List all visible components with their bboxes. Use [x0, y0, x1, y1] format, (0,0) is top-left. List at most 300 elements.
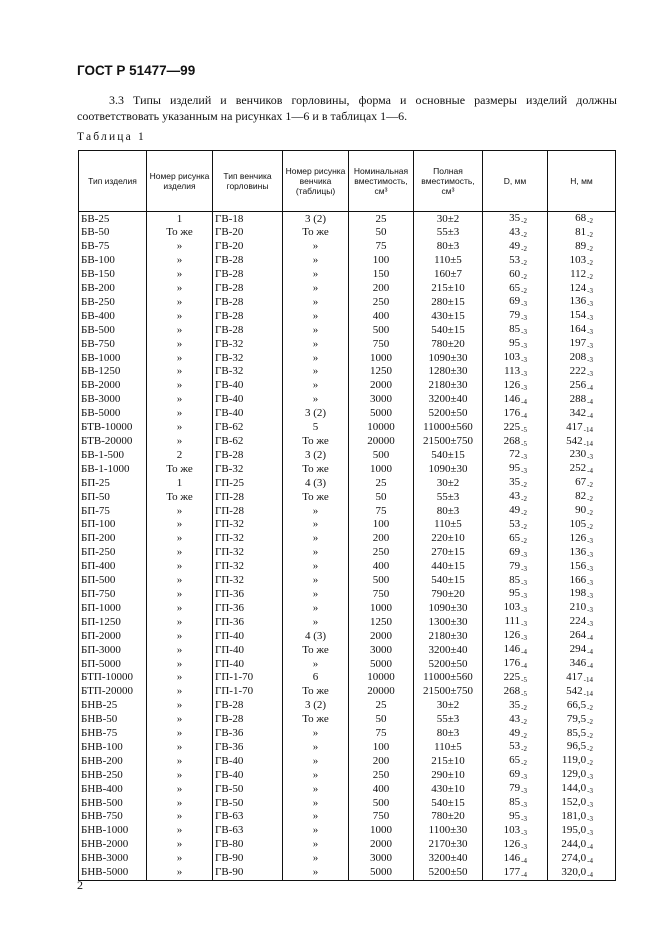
table-row — [79, 601, 616, 615]
cell-full-capacity: 110±5 — [414, 518, 483, 532]
cell-full-capacity: 3200±40 — [414, 852, 483, 866]
cell-d-tolerance: -3 — [521, 550, 527, 559]
cell-figure: » — [147, 629, 213, 643]
cell-h-value: 119,0 — [561, 754, 587, 767]
cell-h-value: 154 — [569, 309, 587, 322]
cell-full-capacity: 21500±750 — [414, 435, 483, 449]
table-row — [79, 254, 616, 268]
cell-neck-table: » — [283, 657, 349, 671]
cell-d-tolerance: -2 — [521, 258, 527, 267]
cell-d-tolerance: -5 — [521, 439, 527, 448]
cell-type: БТП-10000 — [79, 671, 147, 685]
cell-d — [483, 518, 548, 532]
cell-neck: ГП-36 — [213, 615, 283, 629]
cell-type: БВ-25 — [79, 212, 147, 226]
intro-line-1: 3.3 Типы изделий и венчиков горловины, форма и основные размеры изделий должны — [109, 93, 617, 107]
cell-figure: То же — [147, 490, 213, 504]
cell-capacity: 1000 — [349, 824, 414, 838]
cell-h-tolerance: -3 — [587, 453, 593, 462]
cell-figure: » — [147, 407, 213, 421]
cell-h — [548, 615, 616, 629]
cell-d-tolerance: -3 — [521, 342, 527, 351]
cell-d — [483, 282, 548, 296]
cell-full-capacity: 11000±560 — [414, 421, 483, 435]
cell-d-value: 85 — [509, 323, 521, 336]
cell-figure: » — [147, 421, 213, 435]
table-row — [79, 643, 616, 657]
cell-capacity: 200 — [349, 754, 414, 768]
cell-d — [483, 657, 548, 671]
cell-h-value: 542 — [566, 434, 583, 447]
cell-neck-table: То же — [283, 713, 349, 727]
table-row — [79, 629, 616, 643]
cell-capacity: 1000 — [349, 351, 414, 365]
cell-capacity: 100 — [349, 518, 414, 532]
cell-type: БВ-50 — [79, 226, 147, 240]
cell-neck-table: » — [283, 365, 349, 379]
cell-capacity: 100 — [349, 740, 414, 754]
cell-h — [548, 504, 616, 518]
table-header-row — [79, 151, 616, 212]
cell-neck: ГП-32 — [213, 518, 283, 532]
table-row — [79, 435, 616, 449]
cell-capacity: 400 — [349, 560, 414, 574]
document-title: ГОСТ Р 51477—99 — [77, 63, 196, 78]
cell-neck-table: » — [283, 546, 349, 560]
cell-capacity: 5000 — [349, 407, 414, 421]
cell-neck: ГП-40 — [213, 629, 283, 643]
cell-h-value: 90 — [575, 504, 587, 517]
cell-neck-table: » — [283, 282, 349, 296]
cell-h-value: 224 — [569, 615, 587, 628]
cell-d-tolerance: -3 — [521, 801, 527, 810]
cell-d-tolerance: -3 — [521, 383, 527, 392]
cell-neck: ГВ-32 — [213, 365, 283, 379]
cell-h-value: 320,0 — [561, 865, 587, 878]
cell-h — [548, 685, 616, 699]
cell-d-tolerance: -3 — [521, 842, 527, 851]
cell-h — [548, 532, 616, 546]
cell-h-tolerance: -2 — [587, 272, 593, 281]
cell-neck-table: » — [283, 323, 349, 337]
cell-d-tolerance: -3 — [521, 787, 527, 796]
cell-h-value: 181,0 — [561, 809, 587, 822]
cell-h — [548, 490, 616, 504]
cell-d — [483, 476, 548, 490]
cell-d-value: 72 — [509, 448, 521, 461]
cell-d-value: 103 — [503, 351, 521, 364]
cell-figure: » — [147, 671, 213, 685]
cell-h-tolerance: -3 — [587, 620, 593, 629]
table-row — [79, 379, 616, 393]
cell-neck: ГВ-90 — [213, 866, 283, 880]
cell-full-capacity: 5200±50 — [414, 657, 483, 671]
cell-capacity: 5000 — [349, 866, 414, 880]
cell-type: БВ-500 — [79, 323, 147, 337]
cell-d-tolerance: -3 — [521, 620, 527, 629]
cell-h-tolerance: -3 — [587, 550, 593, 559]
cell-h-value: 195,0 — [561, 823, 587, 836]
cell-h — [548, 407, 616, 421]
cell-d-value: 65 — [509, 531, 521, 544]
cell-figure: » — [147, 796, 213, 810]
cell-type: БВ-750 — [79, 337, 147, 351]
cell-figure: » — [147, 560, 213, 574]
cell-h-tolerance: -3 — [587, 592, 593, 601]
cell-full-capacity: 21500±750 — [414, 685, 483, 699]
cell-h-tolerance: -4 — [587, 397, 593, 406]
cell-full-capacity: 30±2 — [414, 212, 483, 226]
cell-full-capacity: 80±3 — [414, 727, 483, 741]
cell-d-value: 126 — [503, 378, 521, 391]
cell-d — [483, 671, 548, 685]
cell-h-tolerance: -3 — [587, 828, 593, 837]
cell-d-tolerance: -3 — [521, 453, 527, 462]
table-row — [79, 407, 616, 421]
cell-capacity: 20000 — [349, 685, 414, 699]
cell-d-value: 85 — [509, 573, 521, 586]
cell-figure: » — [147, 699, 213, 713]
cell-h — [548, 657, 616, 671]
cell-full-capacity: 780±20 — [414, 337, 483, 351]
cell-h-tolerance: -2 — [587, 217, 593, 225]
cell-h-value: 252 — [569, 462, 587, 475]
cell-h — [548, 546, 616, 560]
table-row — [79, 796, 616, 810]
cell-type: БВ-5000 — [79, 407, 147, 421]
cell-h — [548, 560, 616, 574]
cell-d-tolerance: -4 — [521, 870, 527, 879]
cell-neck-table: » — [283, 309, 349, 323]
cell-h-tolerance: -3 — [587, 369, 593, 378]
cell-figure: » — [147, 754, 213, 768]
cell-capacity: 75 — [349, 240, 414, 254]
cell-h — [548, 421, 616, 435]
cell-neck-table: » — [283, 754, 349, 768]
cell-type: БНВ-5000 — [79, 866, 147, 880]
product-table — [78, 150, 616, 881]
cell-d-value: 43 — [509, 712, 521, 725]
table-row — [79, 782, 616, 796]
cell-d-value: 95 — [509, 587, 521, 600]
cell-h-value: 124 — [569, 281, 587, 294]
cell-d-value: 177 — [503, 865, 521, 878]
cell-d-value: 35 — [509, 212, 521, 224]
cell-neck-table: » — [283, 532, 349, 546]
cell-h — [548, 282, 616, 296]
cell-neck-table: » — [283, 852, 349, 866]
cell-h-tolerance: -4 — [587, 634, 593, 643]
cell-d — [483, 309, 548, 323]
cell-d-value: 126 — [503, 837, 521, 850]
cell-h-value: 417 — [566, 420, 583, 433]
cell-h — [548, 838, 616, 852]
cell-d-tolerance: -2 — [521, 244, 527, 253]
cell-figure: » — [147, 546, 213, 560]
cell-figure: » — [147, 435, 213, 449]
cell-d-tolerance: -2 — [521, 272, 527, 281]
cell-figure: » — [147, 657, 213, 671]
cell-type: БП-100 — [79, 518, 147, 532]
cell-capacity: 500 — [349, 323, 414, 337]
cell-d-tolerance: -2 — [521, 495, 527, 504]
cell-h-value: 152,0 — [561, 796, 587, 809]
cell-capacity: 3000 — [349, 852, 414, 866]
cell-h-value: 144,0 — [561, 782, 587, 795]
cell-capacity: 10000 — [349, 421, 414, 435]
cell-h-tolerance: -4 — [587, 662, 593, 670]
cell-d-tolerance: -4 — [521, 397, 527, 406]
cell-d — [483, 490, 548, 504]
cell-capacity: 400 — [349, 782, 414, 796]
cell-neck: ГВ-40 — [213, 379, 283, 393]
cell-capacity: 50 — [349, 490, 414, 504]
cell-h-tolerance: -2 — [587, 509, 593, 518]
cell-figure: » — [147, 323, 213, 337]
cell-neck: ГП-32 — [213, 532, 283, 546]
cell-neck: ГП-40 — [213, 643, 283, 657]
cell-h — [548, 699, 616, 713]
cell-neck: ГВ-50 — [213, 782, 283, 796]
cell-h — [548, 810, 616, 824]
cell-capacity: 1000 — [349, 601, 414, 615]
cell-h — [548, 476, 616, 490]
cell-d-value: 176 — [503, 657, 521, 669]
cell-d-value: 268 — [503, 434, 521, 447]
cell-h-tolerance: -4 — [587, 870, 593, 879]
cell-h — [548, 309, 616, 323]
cell-capacity: 500 — [349, 796, 414, 810]
cell-h-tolerance: -3 — [587, 300, 593, 309]
cell-d-value: 53 — [509, 253, 521, 266]
cell-neck-table: » — [283, 727, 349, 741]
cell-figure: 1 — [147, 212, 213, 226]
cell-full-capacity: 3200±40 — [414, 643, 483, 657]
cell-neck-table: » — [283, 379, 349, 393]
cell-capacity: 200 — [349, 282, 414, 296]
cell-h-value: 89 — [575, 239, 587, 252]
cell-d — [483, 866, 548, 880]
cell-figure: » — [147, 295, 213, 309]
cell-type: БП-2000 — [79, 629, 147, 643]
cell-h — [548, 462, 616, 476]
table-row — [79, 309, 616, 323]
cell-neck-table: » — [283, 601, 349, 615]
table-row — [79, 226, 616, 240]
cell-full-capacity: 430±10 — [414, 782, 483, 796]
cell-type: БВ-200 — [79, 282, 147, 296]
cell-h — [548, 587, 616, 601]
cell-h — [548, 671, 616, 685]
cell-neck-table: » — [283, 295, 349, 309]
cell-capacity: 250 — [349, 768, 414, 782]
cell-figure: » — [147, 351, 213, 365]
cell-h-value: 126 — [569, 531, 587, 544]
cell-neck-table: » — [283, 268, 349, 282]
cell-neck: ГВ-20 — [213, 226, 283, 240]
cell-d-tolerance: -2 — [521, 536, 527, 545]
cell-type: БП-3000 — [79, 643, 147, 657]
cell-d-value: 69 — [509, 545, 521, 558]
cell-figure: » — [147, 601, 213, 615]
cell-d-tolerance: -2 — [521, 217, 527, 225]
cell-neck: ГП-1-70 — [213, 685, 283, 699]
cell-neck-table: » — [283, 810, 349, 824]
intro-paragraph — [77, 92, 617, 124]
cell-h-value: 244,0 — [561, 837, 587, 850]
cell-full-capacity: 1090±30 — [414, 462, 483, 476]
cell-d — [483, 407, 548, 421]
cell-d — [483, 685, 548, 699]
cell-h-value: 346 — [569, 657, 587, 669]
cell-h-value: 129,0 — [561, 768, 587, 781]
cell-d-tolerance: -2 — [521, 522, 527, 531]
cell-h-tolerance: -2 — [587, 759, 593, 768]
table-row — [79, 727, 616, 741]
cell-h-tolerance: -3 — [587, 578, 593, 587]
cell-neck: ГВ-36 — [213, 727, 283, 741]
cell-d-value: 49 — [509, 239, 521, 252]
table-row — [79, 421, 616, 435]
cell-type: БНВ-2000 — [79, 838, 147, 852]
cell-d-value: 111 — [504, 615, 521, 628]
cell-neck: ГВ-40 — [213, 768, 283, 782]
table-row — [79, 532, 616, 546]
cell-h-tolerance: -14 — [583, 425, 593, 434]
cell-capacity: 2000 — [349, 379, 414, 393]
cell-full-capacity: 80±3 — [414, 504, 483, 518]
cell-capacity: 500 — [349, 574, 414, 588]
cell-figure: » — [147, 866, 213, 880]
cell-capacity: 200 — [349, 532, 414, 546]
cell-d-value: 103 — [503, 823, 521, 836]
cell-figure: » — [147, 268, 213, 282]
cell-figure: » — [147, 587, 213, 601]
cell-figure: » — [147, 532, 213, 546]
cell-h-tolerance: -3 — [587, 606, 593, 615]
cell-d-value: 268 — [503, 684, 521, 697]
cell-h-tolerance: -2 — [587, 717, 593, 726]
cell-neck: ГВ-32 — [213, 337, 283, 351]
table-row — [79, 838, 616, 852]
cell-figure: » — [147, 379, 213, 393]
table-row — [79, 268, 616, 282]
cell-neck-table: То же — [283, 462, 349, 476]
cell-d — [483, 365, 548, 379]
header-neck-table: Номер рисунка венчика (таблицы) — [283, 151, 349, 212]
cell-full-capacity: 55±3 — [414, 713, 483, 727]
cell-d-tolerance: -2 — [521, 717, 527, 726]
cell-d-tolerance: -3 — [521, 814, 527, 823]
cell-d — [483, 462, 548, 476]
cell-h-tolerance: -14 — [583, 689, 593, 698]
cell-figure: » — [147, 615, 213, 629]
cell-h-value: 230 — [569, 448, 587, 461]
cell-neck-table: То же — [283, 226, 349, 240]
cell-type: БВ-1-1000 — [79, 462, 147, 476]
cell-h-tolerance: -3 — [587, 814, 593, 823]
cell-neck: ГВ-32 — [213, 462, 283, 476]
cell-h-tolerance: -2 — [587, 244, 593, 253]
table-row — [79, 351, 616, 365]
cell-neck: ГВ-28 — [213, 254, 283, 268]
cell-neck: ГВ-90 — [213, 852, 283, 866]
cell-capacity: 750 — [349, 810, 414, 824]
cell-d-value: 126 — [503, 629, 521, 642]
cell-capacity: 50 — [349, 713, 414, 727]
cell-figure: » — [147, 337, 213, 351]
cell-h-tolerance: -3 — [587, 564, 593, 573]
cell-capacity: 1000 — [349, 462, 414, 476]
cell-full-capacity: 2170±30 — [414, 838, 483, 852]
cell-neck-table: » — [283, 740, 349, 754]
cell-d — [483, 254, 548, 268]
cell-h-value: 79,5 — [566, 712, 587, 725]
cell-d — [483, 268, 548, 282]
cell-h — [548, 629, 616, 643]
cell-d — [483, 574, 548, 588]
header-d: D, мм — [483, 151, 548, 212]
cell-figure: 2 — [147, 448, 213, 462]
cell-h — [548, 824, 616, 838]
cell-d — [483, 337, 548, 351]
cell-type: БВ-100 — [79, 254, 147, 268]
header-full-capacity: Полная вместимость, см³ — [414, 151, 483, 212]
cell-type: БНВ-100 — [79, 740, 147, 754]
cell-h-tolerance: -2 — [587, 258, 593, 267]
cell-d-tolerance: -2 — [521, 481, 527, 490]
cell-d — [483, 393, 548, 407]
cell-h-value: 82 — [575, 490, 587, 503]
cell-type: БВ-75 — [79, 240, 147, 254]
cell-d-tolerance: -3 — [521, 828, 527, 837]
cell-neck: ГВ-50 — [213, 796, 283, 810]
cell-type: БП-400 — [79, 560, 147, 574]
cell-d — [483, 504, 548, 518]
table-row — [79, 490, 616, 504]
cell-neck: ГВ-20 — [213, 240, 283, 254]
cell-h — [548, 393, 616, 407]
header-neck: Тип венчика горловины — [213, 151, 283, 212]
cell-d-value: 65 — [509, 754, 521, 767]
cell-figure: » — [147, 365, 213, 379]
cell-d — [483, 587, 548, 601]
cell-full-capacity: 540±15 — [414, 448, 483, 462]
cell-neck: ГВ-40 — [213, 754, 283, 768]
table-row — [79, 560, 616, 574]
table-row — [79, 810, 616, 824]
table-row — [79, 768, 616, 782]
table-row — [79, 240, 616, 254]
cell-h-value: 342 — [569, 406, 587, 419]
cell-neck-table: 3 (2) — [283, 407, 349, 421]
cell-h — [548, 268, 616, 282]
table-row — [79, 824, 616, 838]
cell-d — [483, 740, 548, 754]
cell-capacity: 750 — [349, 337, 414, 351]
cell-figure: » — [147, 740, 213, 754]
cell-d-value: 49 — [509, 726, 521, 739]
cell-type: БВ-1000 — [79, 351, 147, 365]
cell-neck-table: » — [283, 393, 349, 407]
cell-capacity: 20000 — [349, 435, 414, 449]
cell-d-tolerance: -3 — [521, 467, 527, 476]
cell-h-value: 105 — [569, 517, 587, 530]
cell-capacity: 5000 — [349, 657, 414, 671]
cell-neck-table: » — [283, 866, 349, 880]
table-row — [79, 866, 616, 880]
cell-figure: » — [147, 782, 213, 796]
